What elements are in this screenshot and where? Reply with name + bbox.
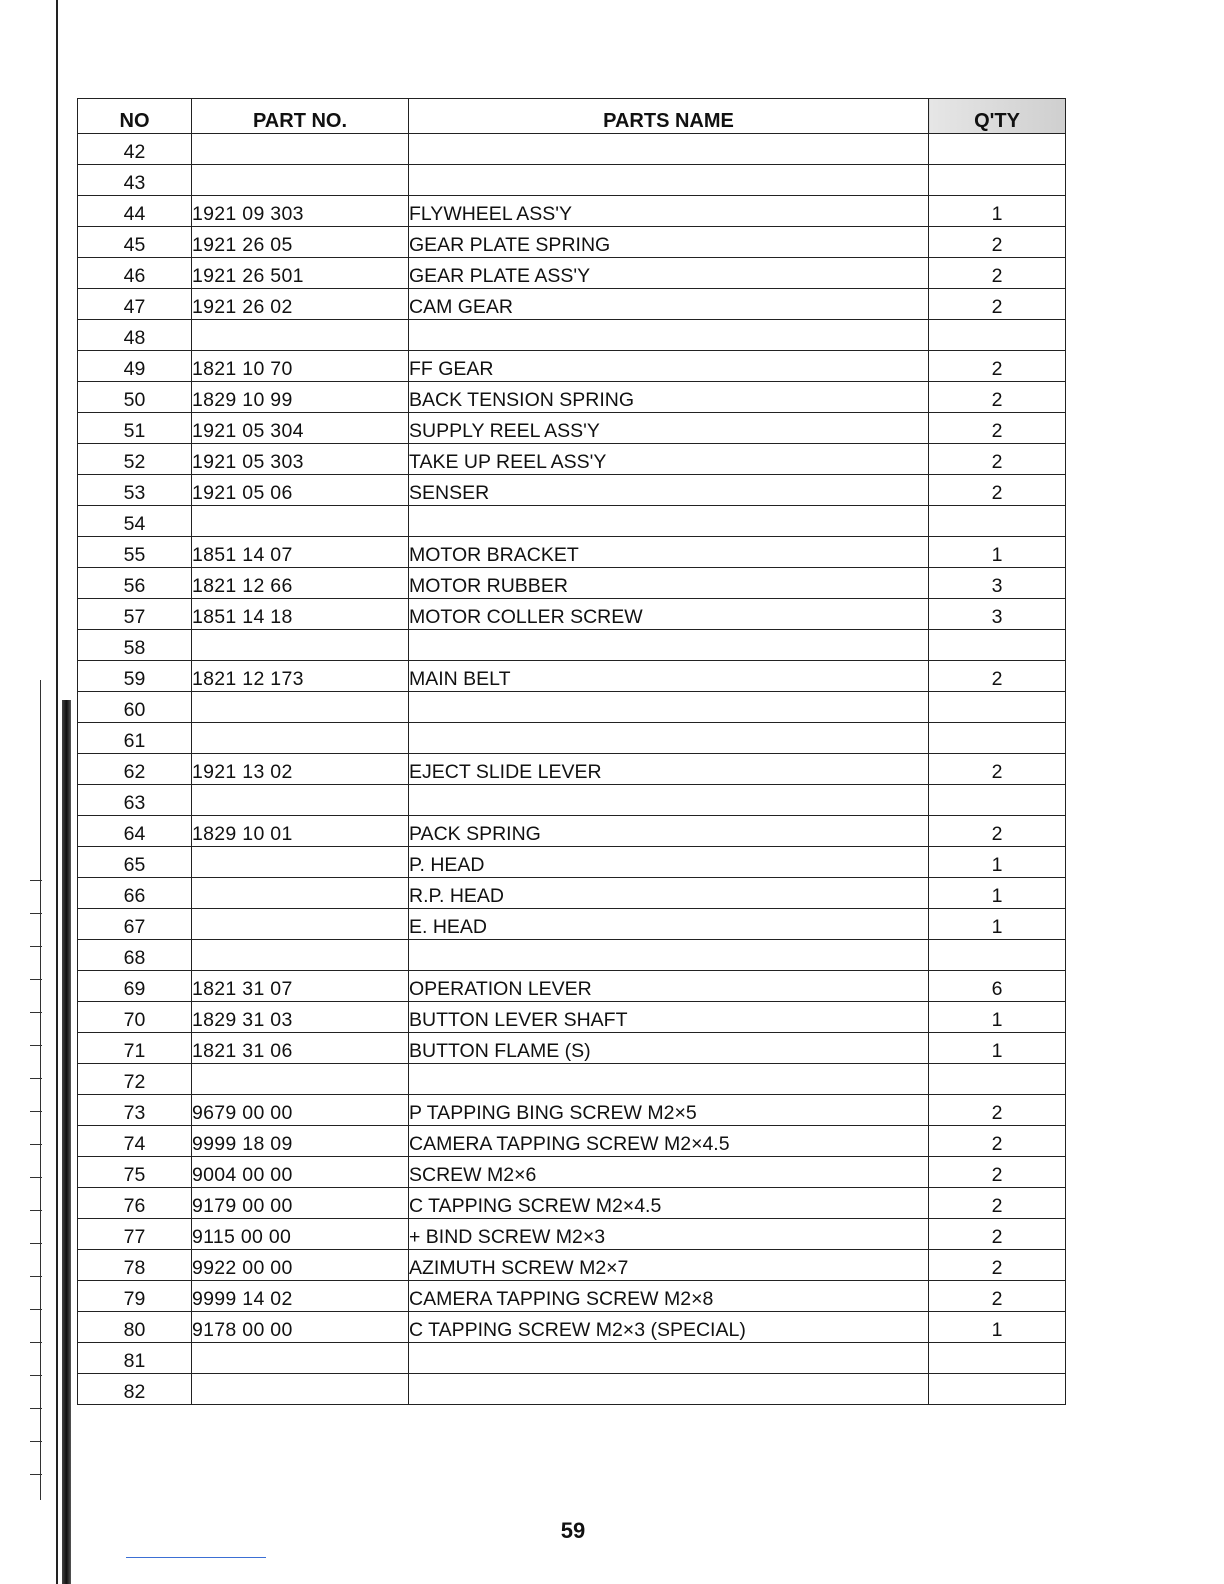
cell-parts-name: CAMERA TAPPING SCREW M2×8 (409, 1281, 929, 1312)
cell-parts-name: MOTOR COLLER SCREW (409, 599, 929, 630)
cell-no: 73 (78, 1095, 192, 1126)
cell-part-no (192, 692, 409, 723)
cell-no: 54 (78, 506, 192, 537)
cell-part-no: 1921 26 02 (192, 289, 409, 320)
cell-no: 57 (78, 599, 192, 630)
table-row (78, 1343, 1066, 1374)
cell-no: 63 (78, 785, 192, 816)
edge-tick (30, 1045, 42, 1046)
cell-part-no: 9115 00 00 (192, 1219, 409, 1250)
cell-qty (929, 692, 1066, 723)
cell-part-no: 1921 05 304 (192, 413, 409, 444)
cell-no: 49 (78, 351, 192, 382)
cell-part-no: 1921 05 06 (192, 475, 409, 506)
cell-part-no: 9004 00 00 (192, 1157, 409, 1188)
cell-qty: 1 (929, 1002, 1066, 1033)
cell-qty: 1 (929, 537, 1066, 568)
cell-qty: 2 (929, 444, 1066, 475)
edge-tick (30, 1144, 42, 1145)
page-binding-shadow (62, 700, 71, 1584)
cell-qty: 3 (929, 599, 1066, 630)
cell-no: 43 (78, 165, 192, 196)
cell-no: 58 (78, 630, 192, 661)
edge-tick (30, 1309, 42, 1310)
cell-part-no (192, 909, 409, 940)
table-row (78, 258, 1066, 289)
table-row (78, 723, 1066, 754)
table-row (78, 940, 1066, 971)
table-row (78, 289, 1066, 320)
cell-no: 78 (78, 1250, 192, 1281)
cell-qty (929, 320, 1066, 351)
cell-part-no: 1829 31 03 (192, 1002, 409, 1033)
cell-no: 50 (78, 382, 192, 413)
cell-part-no: 1829 10 01 (192, 816, 409, 847)
table-row (78, 661, 1066, 692)
cell-qty: 1 (929, 847, 1066, 878)
cell-qty: 2 (929, 475, 1066, 506)
cell-part-no: 1921 13 02 (192, 754, 409, 785)
table-row (78, 196, 1066, 227)
edge-tick (30, 1243, 42, 1244)
cell-qty: 2 (929, 754, 1066, 785)
cell-part-no (192, 630, 409, 661)
cell-parts-name: C TAPPING SCREW M2×4.5 (409, 1188, 929, 1219)
cell-part-no (192, 1064, 409, 1095)
cell-part-no (192, 320, 409, 351)
table-row (78, 816, 1066, 847)
table-row (78, 382, 1066, 413)
table-row (78, 1312, 1066, 1343)
cell-parts-name: MAIN BELT (409, 661, 929, 692)
cell-part-no (192, 1374, 409, 1405)
cell-part-no: 1851 14 18 (192, 599, 409, 630)
cell-part-no: 1921 26 501 (192, 258, 409, 289)
table-row (78, 320, 1066, 351)
cell-part-no (192, 506, 409, 537)
table-row (78, 568, 1066, 599)
cell-parts-name: BACK TENSION SPRING (409, 382, 929, 413)
cell-part-no: 1921 09 303 (192, 196, 409, 227)
cell-qty (929, 630, 1066, 661)
table-row (78, 227, 1066, 258)
table-row (78, 971, 1066, 1002)
edge-tick (30, 1276, 42, 1277)
table-row (78, 692, 1066, 723)
cell-qty: 2 (929, 1250, 1066, 1281)
cell-part-no: 1821 12 66 (192, 568, 409, 599)
cell-parts-name: SUPPLY REEL ASS'Y (409, 413, 929, 444)
cell-no: 45 (78, 227, 192, 258)
table-row (78, 506, 1066, 537)
table-row (78, 1188, 1066, 1219)
cell-part-no: 9179 00 00 (192, 1188, 409, 1219)
page-number: 59 (560, 1518, 586, 1543)
table-row (78, 1064, 1066, 1095)
header-no: NO (78, 99, 192, 134)
cell-qty (929, 940, 1066, 971)
cell-parts-name: GEAR PLATE SPRING (409, 227, 929, 258)
cell-parts-name: OPERATION LEVER (409, 971, 929, 1002)
cell-parts-name: TAKE UP REEL ASS'Y (409, 444, 929, 475)
cell-qty: 1 (929, 878, 1066, 909)
cell-no: 79 (78, 1281, 192, 1312)
cell-qty (929, 134, 1066, 165)
cell-parts-name (409, 723, 929, 754)
table-row (78, 351, 1066, 382)
cell-no: 60 (78, 692, 192, 723)
cell-parts-name: SCREW M2×6 (409, 1157, 929, 1188)
cell-no: 55 (78, 537, 192, 568)
cell-no: 62 (78, 754, 192, 785)
cell-parts-name: C TAPPING SCREW M2×3 (SPECIAL) (409, 1312, 929, 1343)
cell-part-no (192, 134, 409, 165)
cell-no: 72 (78, 1064, 192, 1095)
table-row (78, 475, 1066, 506)
cell-parts-name (409, 1343, 929, 1374)
cell-qty: 2 (929, 661, 1066, 692)
cell-no: 44 (78, 196, 192, 227)
cell-no: 56 (78, 568, 192, 599)
edge-tick (30, 946, 42, 947)
cell-parts-name (409, 940, 929, 971)
cell-qty: 2 (929, 227, 1066, 258)
cell-parts-name: R.P. HEAD (409, 878, 929, 909)
cell-parts-name: E. HEAD (409, 909, 929, 940)
cell-qty (929, 1064, 1066, 1095)
cell-qty: 2 (929, 1281, 1066, 1312)
cell-no: 46 (78, 258, 192, 289)
cell-part-no: 1921 05 303 (192, 444, 409, 475)
cell-no: 68 (78, 940, 192, 971)
cell-qty: 2 (929, 289, 1066, 320)
cell-qty: 2 (929, 1095, 1066, 1126)
edge-tick (30, 1408, 42, 1409)
table-body (78, 134, 1066, 1405)
table-header-row (78, 99, 1066, 134)
cell-qty (929, 165, 1066, 196)
cell-qty: 2 (929, 258, 1066, 289)
edge-tick (30, 1078, 42, 1079)
table-row (78, 165, 1066, 196)
cell-qty: 2 (929, 1157, 1066, 1188)
table-row (78, 1219, 1066, 1250)
table-row (78, 754, 1066, 785)
cell-parts-name: SENSER (409, 475, 929, 506)
cell-no: 66 (78, 878, 192, 909)
cell-parts-name (409, 134, 929, 165)
cell-no: 47 (78, 289, 192, 320)
cell-no: 42 (78, 134, 192, 165)
cell-part-no (192, 785, 409, 816)
cell-part-no (192, 940, 409, 971)
edge-tick (30, 1111, 42, 1112)
cell-parts-name: MOTOR BRACKET (409, 537, 929, 568)
cell-parts-name: P TAPPING BING SCREW M2×5 (409, 1095, 929, 1126)
cell-part-no: 1821 10 70 (192, 351, 409, 382)
edge-tick (30, 880, 42, 881)
edge-tick (30, 1210, 42, 1211)
cell-parts-name: AZIMUTH SCREW M2×7 (409, 1250, 929, 1281)
cell-part-no: 1821 12 173 (192, 661, 409, 692)
cell-no: 48 (78, 320, 192, 351)
cell-parts-name (409, 785, 929, 816)
cell-part-no: 9679 00 00 (192, 1095, 409, 1126)
cell-no: 59 (78, 661, 192, 692)
footer-underline (126, 1557, 266, 1558)
header-qty: Q'TY (929, 99, 1066, 134)
parts-table (77, 98, 1066, 1405)
cell-part-no (192, 165, 409, 196)
cell-no: 51 (78, 413, 192, 444)
table-row (78, 878, 1066, 909)
cell-qty: 2 (929, 382, 1066, 413)
cell-parts-name: MOTOR RUBBER (409, 568, 929, 599)
cell-parts-name: P. HEAD (409, 847, 929, 878)
cell-no: 76 (78, 1188, 192, 1219)
cell-no: 74 (78, 1126, 192, 1157)
table-row (78, 134, 1066, 165)
edge-tick (30, 1012, 42, 1013)
header-part-no: PART NO. (192, 99, 409, 134)
cell-qty: 2 (929, 816, 1066, 847)
table-row (78, 1281, 1066, 1312)
table-row (78, 1250, 1066, 1281)
header-parts-name: PARTS NAME (409, 99, 929, 134)
cell-parts-name: BUTTON FLAME (S) (409, 1033, 929, 1064)
edge-tick (30, 1474, 42, 1475)
table-row (78, 1374, 1066, 1405)
cell-no: 70 (78, 1002, 192, 1033)
cell-no: 81 (78, 1343, 192, 1374)
cell-qty: 1 (929, 909, 1066, 940)
cell-parts-name: EJECT SLIDE LEVER (409, 754, 929, 785)
cell-parts-name: PACK SPRING (409, 816, 929, 847)
cell-qty: 2 (929, 1188, 1066, 1219)
cell-parts-name: + BIND SCREW M2×3 (409, 1219, 929, 1250)
cell-part-no (192, 878, 409, 909)
cell-qty: 1 (929, 1033, 1066, 1064)
cell-qty: 1 (929, 196, 1066, 227)
cell-no: 69 (78, 971, 192, 1002)
cell-no: 82 (78, 1374, 192, 1405)
cell-qty: 2 (929, 1126, 1066, 1157)
cell-no: 67 (78, 909, 192, 940)
table-row (78, 909, 1066, 940)
edge-tick (30, 1177, 42, 1178)
table-row (78, 444, 1066, 475)
cell-part-no: 9999 18 09 (192, 1126, 409, 1157)
edge-tick (30, 913, 42, 914)
table-row (78, 413, 1066, 444)
cell-parts-name: FLYWHEEL ASS'Y (409, 196, 929, 227)
cell-qty: 6 (929, 971, 1066, 1002)
cell-qty: 1 (929, 1312, 1066, 1343)
table-row (78, 1126, 1066, 1157)
cell-no: 71 (78, 1033, 192, 1064)
cell-qty: 2 (929, 351, 1066, 382)
page-edge-line (56, 0, 58, 1584)
table-row (78, 599, 1066, 630)
cell-qty (929, 785, 1066, 816)
cell-qty: 3 (929, 568, 1066, 599)
cell-parts-name: FF GEAR (409, 351, 929, 382)
page-edge-ticks (30, 880, 44, 1500)
cell-part-no: 1921 26 05 (192, 227, 409, 258)
cell-no: 65 (78, 847, 192, 878)
cell-no: 61 (78, 723, 192, 754)
cell-qty (929, 506, 1066, 537)
cell-parts-name (409, 165, 929, 196)
table-row (78, 1033, 1066, 1064)
cell-qty (929, 1374, 1066, 1405)
cell-part-no: 1821 31 07 (192, 971, 409, 1002)
cell-parts-name (409, 320, 929, 351)
cell-parts-name (409, 1064, 929, 1095)
cell-no: 64 (78, 816, 192, 847)
cell-qty: 2 (929, 413, 1066, 444)
edge-tick (30, 1342, 42, 1343)
cell-part-no: 9178 00 00 (192, 1312, 409, 1343)
cell-parts-name (409, 1374, 929, 1405)
cell-part-no (192, 847, 409, 878)
cell-parts-name: BUTTON LEVER SHAFT (409, 1002, 929, 1033)
cell-part-no: 9922 00 00 (192, 1250, 409, 1281)
cell-qty (929, 723, 1066, 754)
cell-part-no: 1821 31 06 (192, 1033, 409, 1064)
cell-parts-name: CAMERA TAPPING SCREW M2×4.5 (409, 1126, 929, 1157)
cell-no: 77 (78, 1219, 192, 1250)
cell-parts-name (409, 506, 929, 537)
cell-part-no: 9999 14 02 (192, 1281, 409, 1312)
edge-tick (30, 1441, 42, 1442)
table-row (78, 1157, 1066, 1188)
cell-parts-name (409, 692, 929, 723)
cell-part-no: 1829 10 99 (192, 382, 409, 413)
cell-parts-name: GEAR PLATE ASS'Y (409, 258, 929, 289)
parts-list-sheet (77, 98, 1065, 1405)
cell-part-no: 1851 14 07 (192, 537, 409, 568)
table-row (78, 537, 1066, 568)
cell-qty (929, 1343, 1066, 1374)
cell-parts-name: CAM GEAR (409, 289, 929, 320)
cell-no: 53 (78, 475, 192, 506)
table-row (78, 785, 1066, 816)
cell-no: 52 (78, 444, 192, 475)
table-row (78, 1002, 1066, 1033)
cell-no: 80 (78, 1312, 192, 1343)
cell-parts-name (409, 630, 929, 661)
cell-no: 75 (78, 1157, 192, 1188)
cell-part-no (192, 723, 409, 754)
edge-tick (30, 979, 42, 980)
edge-tick (30, 1375, 42, 1376)
table-row (78, 847, 1066, 878)
table-row (78, 630, 1066, 661)
table-row (78, 1095, 1066, 1126)
cell-part-no (192, 1343, 409, 1374)
cell-qty: 2 (929, 1219, 1066, 1250)
